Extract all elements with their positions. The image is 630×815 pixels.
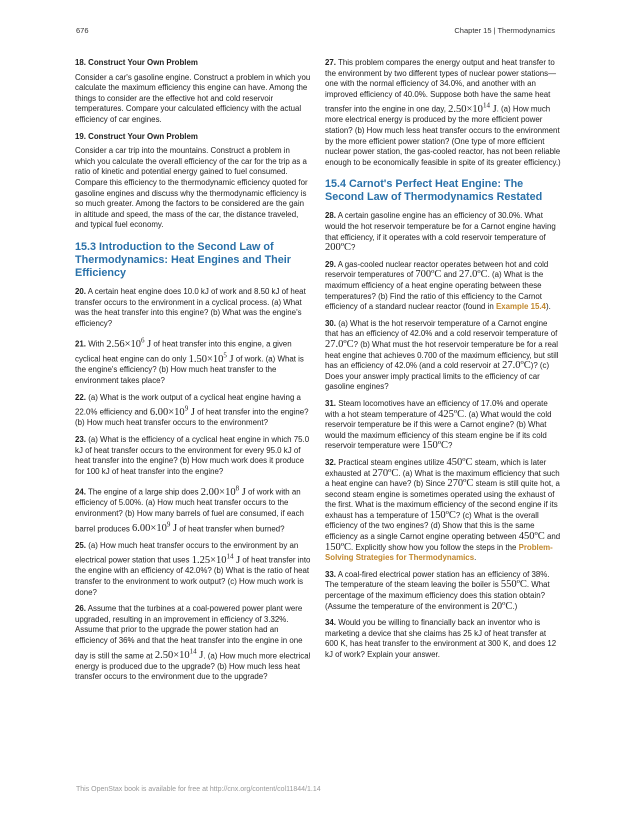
problem-27: 27. This problem compares the energy output and heat transfer to the environment by two different types of nuclear power stations—one with the normal efficiency of 34.0%, and another with an improved efficiency of 40.0%. Suppose both have the same heat transfer into the engine in one day, $2.50\times 10^{14}$ J. (a) How much more electrical energy is produced by the more efficient power station? (b) How much less heat transfer occurs to the environment by the more efficient power station? (One type of more efficient nuclear power station, the gas-cooled reactor, has not been reliable enough to be economically feasible in spite of its greater efficiency.) [325, 58, 561, 167]
problem-19-text: Consider a car trip into the mountains. Construct a problem in which you calculate the overall efficiency of the car for the trip as a ratio of kinetic and potential energy gained to fuel consumed. Compare this efficiency to the thermodynamic efficiency quoted for gasoline engines and discuss why the thermodynamic efficiency is so much greater. Among the factors to be considered are the gain in altitude and speed, the mass of the car, the distance traveled, and typical fuel economy. [75, 146, 308, 230]
section-15-3-title: 15.3 Introduction to the Second Law of Thermodynamics: Heat Engines and Their Efficiency [75, 240, 291, 279]
problem-solving-strategies-link[interactable]: Problem-Solving Strategies for Thermodynamics [325, 542, 553, 563]
section-15-4-title: 15.4 Carnot's Perfect Heat Engine: The Second Law of Thermodynamics Restated [325, 178, 543, 204]
problem-20: 20. A certain heat engine does 10.0 kJ of work and 8.50 kJ of heat transfer occurs to the environment in a cyclical process. (a) What was the heat transfer into this engine? (b) What was the engine's efficiency? [75, 286, 306, 328]
footer-note: This OpenStax book is available for free at http://cnx.org/content/col11844/1.14 [76, 786, 321, 793]
problem-18-title: 18. Construct Your Own Problem [75, 58, 198, 67]
chapter-title: Chapter 15 | Thermodynamics [454, 26, 555, 35]
problem-26: 26. Assume that the turbines at a coal-powered power plant were upgraded, resulting in an improvement in efficiency of 3.32%. Assume that prior to the upgrade the power station had an efficiency of 36% and that the heat transfer into the engine in one day is still the same at $2.50\times 10^{14}$ J. (a) How much more electrical energy is produced due to the upgrade? (b) How much less heat transfer occurs to the environment due to the upgrade? [75, 604, 311, 682]
problem-23: 23. (a) What is the efficiency of a cyclical heat engine in which 75.0 kJ of heat transfer occurs to the environment for every 95.0 kJ of heat transfer into the engine? (b) How much work does it produce for 100 kJ of heat transfer into the engine? [75, 434, 310, 476]
problem-21: 21. With $2.56\times 10^6$ J of heat transfer into this engine, a given cyclical heat engine can do only $1.50\times 10^5$ J of work. (a) What is the engine's efficiency? (b) How much heat transfer to the environment takes place? [75, 336, 304, 386]
right-column [325, 58, 561, 667]
problem-24: 24. The engine of a large ship does $2.00\times 10^8$ J of work with an efficiency of 5.00%. (a) How much heat transfer occurs to the environment? (b) How many barrels of fuel are consumed, if each barrel produces $6.00\times 10^9$ J of heat transfer when burned? [75, 484, 304, 535]
problem-28: 28. A certain gasoline engine has an efficiency of 30.0%. What would the hot reservoir temperature be for a Carnot engine having that efficiency, if it operates with a cold reservoir temperature of 200ºC? [325, 211, 556, 254]
problem-31: 31. Steam locomotives have an efficiency of 17.0% and operate with a hot steam temperature of 425ºC. (a) What would the cold reservoir temperature be if this were a Carnot engine? (b) What would the maximum efficiency of this steam engine be if its cold reservoir temperature were 150ºC? [325, 398, 552, 452]
problem-25: 25. (a) How much heat transfer occurs to the environment by an electrical power station that uses $1.25\times 10^{14}$ J of heat transfer into the engine with an efficiency of 42.0%? (b) What is the ratio of heat transfer to the environment to work output? (c) How much work is done? [75, 540, 311, 597]
problem-22: 22. (a) What is the work output of a cyclical heat engine having a 22.0% efficiency and $6.00\times 10^9$ J of heat transfer into the engine? (b) How much heat transfer occurs to the environment? [75, 392, 309, 428]
problem-32: 32. Practical steam engines utilize 450ºC steam, which is later exhausted at 270ºC. (a) What is the maximum efficiency that such a heat engine can have? (b) Since 270ºC steam is still quite hot, a second steam engine is sometimes operated using the exhaust of the first. What is the maximum efficiency of the second engine if its exhaust has a temperature of 150ºC? (c) What is the overall efficiency of the two engines? (d) Show that this is the same efficiency as a single Carnot engine operating between 450ºC and 150ºC. Explicitly show how you follow the steps in the Problem-Solving Strategies for Thermodynamics. [325, 456, 561, 563]
problem-29: 29. A gas-cooled nuclear reactor operates between hot and cold reservoir temperatures of 700ºC and 27.0ºC. (a) What is the maximum efficiency of a heat engine operating between these temperatures? (b) Find the ratio of this efficiency to the Carnot efficiency of a standard nuclear reactor (found in Example 15.4). [325, 259, 551, 312]
problem-18-text: Consider a car's gasoline engine. Construct a problem in which you calculate the maximum efficiency this engine can have. Among the things to consider are the effective hot and cold reservoir temperatures. Compare your calculated efficiency with the actual efficiency of car engines. [75, 72, 311, 124]
example-15-4-link[interactable]: Example 15.4 [495, 302, 546, 312]
problem-33: 33. A coal-fired electrical power station has an efficiency of 38%. The temperature of the steam leaving the boiler is 550ºC. What percentage of the maximum efficiency does this station obtain? (Assume the temperature of the environment is 20ºC.) [325, 569, 550, 612]
problem-30: 30. (a) What is the hot reservoir temperature of a Carnot engine that has an efficiency of 42.0% and a cold reservoir temperature of 27.0ºC? (b) What must the hot reservoir temperature be for a real heat engine that achieves 0.700 of the maximum efficiency, but still has an efficiency of 42.0% (and a cold reservoir at 27.0ºC)? (c) Does your answer imply practical limits to the efficiency of car gasoline engines? [325, 318, 559, 392]
problem-19-title: 19. Construct Your Own Problem [75, 131, 198, 141]
left-column [75, 58, 311, 689]
page-number: 676 [76, 26, 89, 35]
problem-34: 34. Would you be willing to financially back an inventor who is marketing a device that she claims has 25 kJ of heat transfer at 600 K, has heat transfer to the environment at 300 K, and does 12 kJ of work? Explain your answer. [325, 618, 557, 659]
